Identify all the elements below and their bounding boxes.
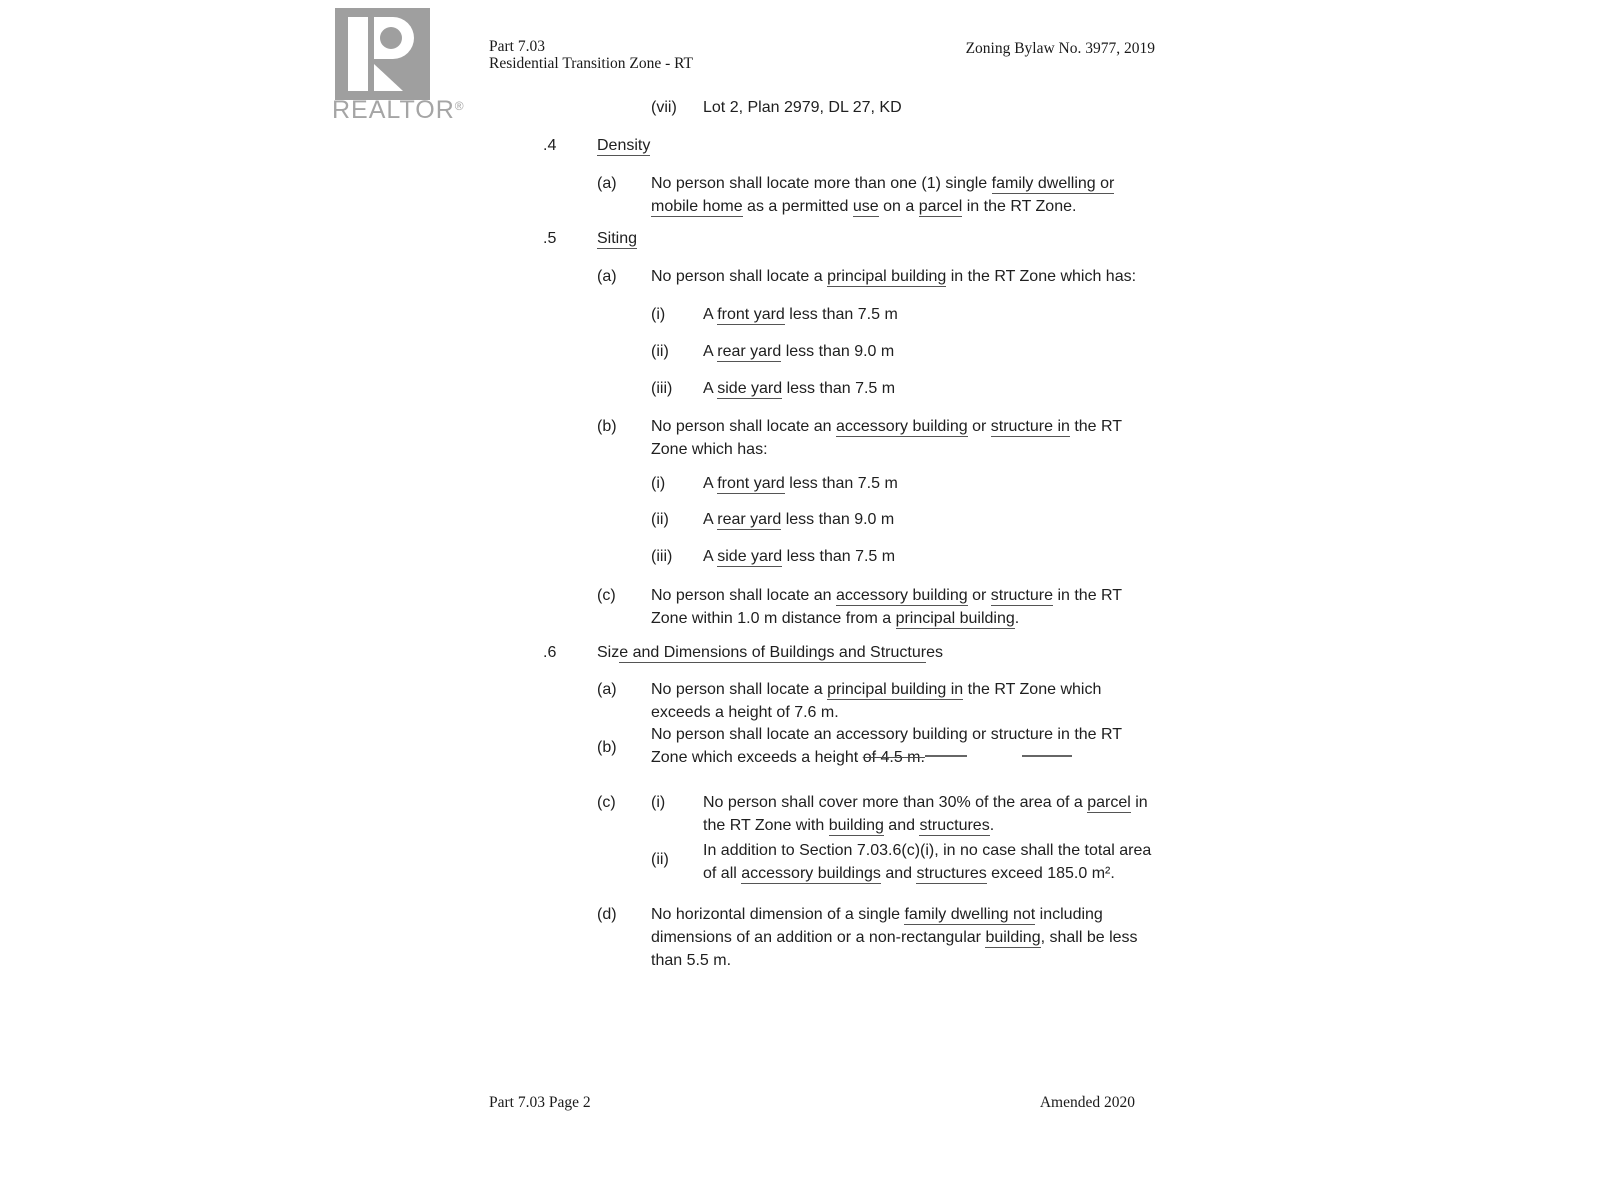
underlined-term: Siting bbox=[597, 230, 638, 247]
underlined-term: family dwelling or bbox=[991, 175, 1115, 192]
underlined-term: side yard bbox=[717, 548, 783, 565]
text-run: No person shall locate more than one (1) single bbox=[651, 175, 992, 192]
hand-drawn-line bbox=[925, 754, 967, 757]
paragraph-text bbox=[703, 96, 902, 119]
underlined-term: building bbox=[828, 817, 884, 834]
underlined-term: use bbox=[852, 198, 879, 215]
text-run: No person shall locate a bbox=[651, 681, 828, 698]
text-run: A bbox=[703, 511, 718, 528]
paragraph-text bbox=[703, 472, 898, 495]
underlined-term: Density bbox=[597, 137, 651, 154]
text-run: A bbox=[703, 475, 718, 492]
list-label: (vii) bbox=[651, 99, 677, 116]
header-part-number: Part 7.03 bbox=[489, 38, 545, 55]
text-run: . bbox=[989, 817, 995, 834]
text-run: In addition to Section 7.03.6(c)(i), in no case shall the total area bbox=[703, 842, 1152, 859]
list-label: (c) bbox=[597, 587, 616, 604]
text-run: A bbox=[703, 343, 718, 360]
list-label: (a) bbox=[597, 681, 617, 698]
text-run: less than 7.5 m bbox=[784, 306, 898, 323]
text-run: less than 9.0 m bbox=[781, 343, 895, 360]
text-run: the RT Zone which bbox=[963, 681, 1102, 698]
text-run: than 5.5 m. bbox=[651, 952, 732, 969]
text-run: in the RT bbox=[1053, 587, 1123, 604]
underlined-term: mobile home bbox=[651, 198, 743, 215]
text-run: Lot 2, Plan 2979, DL 27, KD bbox=[703, 99, 902, 116]
text-run: No person shall locate an bbox=[651, 418, 836, 435]
text-run: No person shall locate an bbox=[651, 587, 836, 604]
text-run: Zone which exceeds a height bbox=[651, 749, 863, 766]
text-run: and bbox=[883, 817, 920, 834]
list-label: (i) bbox=[651, 794, 666, 811]
list-label: .6 bbox=[543, 644, 557, 661]
underlined-term: rear yard bbox=[717, 511, 782, 528]
text-run: dimensions of an addition or a non-rectangular bbox=[651, 929, 986, 946]
text-run: or bbox=[967, 418, 991, 435]
text-run: in bbox=[1130, 794, 1148, 811]
list-label: (ii) bbox=[651, 511, 669, 528]
underlined-term: parcel bbox=[918, 198, 963, 215]
text-run: No person shall locate an accessory building or structure in the RT bbox=[651, 726, 1123, 743]
underlined-term: structures bbox=[916, 865, 987, 882]
footer-page-number: Part 7.03 Page 2 bbox=[489, 1094, 591, 1111]
underlined-term: structure bbox=[990, 587, 1053, 604]
list-label: .5 bbox=[543, 230, 557, 247]
list-label: (i) bbox=[651, 475, 666, 492]
realtor-wordmark: REALTOR® bbox=[332, 96, 464, 124]
text-run: less than 9.0 m bbox=[781, 511, 895, 528]
list-label: (ii) bbox=[651, 851, 669, 868]
header-bylaw-number: Zoning Bylaw No. 3977, 2019 bbox=[965, 40, 1155, 57]
text-run: less than 7.5 m bbox=[784, 475, 898, 492]
underlined-term: front yard bbox=[717, 306, 785, 323]
paragraph-text bbox=[651, 584, 1122, 630]
text-run: less than 7.5 m bbox=[782, 380, 896, 397]
underlined-term: front yard bbox=[717, 475, 785, 492]
paragraph-text bbox=[651, 172, 1114, 218]
text-run: Zone which has: bbox=[651, 441, 768, 458]
text-run: less than 7.5 m bbox=[782, 548, 896, 565]
text-run: A bbox=[703, 548, 718, 565]
paragraph-text bbox=[597, 641, 943, 664]
paragraph-text bbox=[651, 415, 1122, 461]
paragraph-text bbox=[703, 377, 895, 400]
underlined-term: accessory building bbox=[836, 418, 968, 435]
text-run: the RT bbox=[1069, 418, 1123, 435]
list-label: (c) bbox=[597, 794, 616, 811]
text-run: exceeds a height of 7.6 m. bbox=[651, 704, 839, 721]
paragraph-text bbox=[651, 903, 1138, 972]
underlined-term: e and Dimensions of Buildings and Structur bbox=[619, 644, 927, 661]
underlined-term: side yard bbox=[717, 380, 783, 397]
list-label: (i) bbox=[651, 306, 666, 323]
paragraph-text bbox=[651, 723, 1122, 769]
paragraph-text bbox=[597, 227, 637, 250]
list-label: .4 bbox=[543, 137, 557, 154]
text-run: No horizontal dimension of a single bbox=[651, 906, 905, 923]
paragraph-text bbox=[703, 340, 894, 363]
text-run: . bbox=[1014, 610, 1020, 627]
text-run: exceed 185.0 m². bbox=[986, 865, 1115, 882]
header-zone-title: Residential Transition Zone - RT bbox=[489, 55, 694, 72]
text-run: in the RT Zone which has: bbox=[946, 268, 1137, 285]
paragraph-text bbox=[703, 545, 895, 568]
text-run: No person shall locate a bbox=[651, 268, 828, 285]
underlined-term: accessory buildings bbox=[741, 865, 881, 882]
underlined-term: principal building in bbox=[827, 681, 964, 698]
text-run: of all bbox=[703, 865, 742, 882]
list-label: (ii) bbox=[651, 343, 669, 360]
list-label: (d) bbox=[597, 906, 617, 923]
underlined-term: building bbox=[985, 929, 1041, 946]
text-run: , shall be less bbox=[1040, 929, 1138, 946]
text-run: No person shall cover more than 30% of the area of a bbox=[703, 794, 1088, 811]
underlined-term: structures bbox=[919, 817, 990, 834]
text-run: as a permitted bbox=[742, 198, 853, 215]
text-run: or bbox=[967, 587, 991, 604]
list-label: (iii) bbox=[651, 548, 673, 565]
text-run: A bbox=[703, 380, 718, 397]
underlined-term: accessory building bbox=[836, 587, 968, 604]
list-label: (a) bbox=[597, 268, 617, 285]
footer-amended-note: Amended 2020 bbox=[1039, 1094, 1135, 1111]
text-run: es bbox=[926, 644, 943, 661]
list-label: (a) bbox=[597, 175, 617, 192]
underlined-term: principal building bbox=[827, 268, 947, 285]
paragraph-text bbox=[597, 134, 650, 157]
struck-text: of 4.5 m. bbox=[862, 749, 925, 766]
paragraph-text bbox=[703, 303, 898, 326]
underlined-term: rear yard bbox=[717, 343, 782, 360]
text-run: A bbox=[703, 306, 718, 323]
text-run: including bbox=[1035, 906, 1103, 923]
list-label: (iii) bbox=[651, 380, 673, 397]
text-run: Siz bbox=[597, 644, 620, 661]
text-run: and bbox=[880, 865, 917, 882]
hand-drawn-line bbox=[1022, 754, 1072, 757]
paragraph-text bbox=[703, 791, 1148, 837]
paragraph-text bbox=[651, 265, 1136, 288]
registered-trademark-symbol: ® bbox=[454, 99, 464, 113]
list-label: (b) bbox=[597, 418, 617, 435]
paragraph-text bbox=[703, 839, 1151, 885]
list-label: (b) bbox=[597, 739, 617, 756]
paragraph-text bbox=[651, 678, 1101, 724]
underlined-term: structure in bbox=[990, 418, 1070, 435]
underlined-term: family dwelling not bbox=[904, 906, 1036, 923]
underlined-term: parcel bbox=[1087, 794, 1131, 811]
text-run: on a bbox=[878, 198, 919, 215]
text-run: in the RT Zone. bbox=[962, 198, 1077, 215]
text-run: the RT Zone with bbox=[703, 817, 829, 834]
underlined-term: principal building bbox=[895, 610, 1015, 627]
paragraph-text bbox=[703, 508, 894, 531]
text-run: Zone within 1.0 m distance from a bbox=[651, 610, 896, 627]
